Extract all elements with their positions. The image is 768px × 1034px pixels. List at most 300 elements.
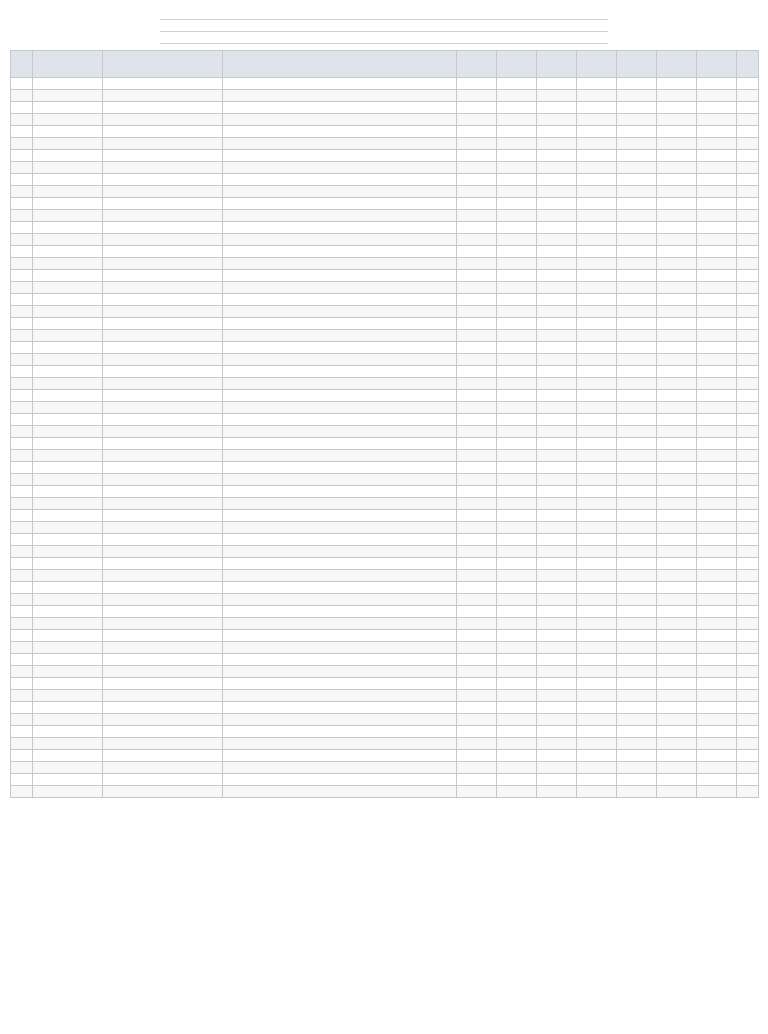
table-cell [737,354,759,366]
table-cell [223,450,457,462]
table-cell [617,198,657,210]
header-row [11,51,759,78]
table-cell [697,78,737,90]
table-cell [33,678,103,690]
table-cell [577,402,617,414]
table-cell [33,330,103,342]
table-cell [577,462,617,474]
table-cell [103,474,223,486]
table-cell [697,750,737,762]
table-cell [657,342,697,354]
table-cell [33,78,103,90]
table-cell [103,198,223,210]
table-cell [223,498,457,510]
table-cell [33,366,103,378]
table-cell [737,102,759,114]
table-cell [577,186,617,198]
table-cell [11,690,33,702]
table-cell [223,618,457,630]
table-cell [103,162,223,174]
table-cell [697,714,737,726]
table-cell [617,786,657,798]
table-cell [103,102,223,114]
table-cell [223,762,457,774]
table-cell [537,414,577,426]
table-cell [737,270,759,282]
table-cell [33,414,103,426]
table-cell [657,378,697,390]
table-cell [223,474,457,486]
table-cell [223,558,457,570]
table-cell [737,450,759,462]
table-cell [737,570,759,582]
table-cell [577,666,617,678]
table-cell [577,390,617,402]
table-cell [577,90,617,102]
table-cell [11,198,33,210]
column-header [223,51,457,78]
table-row [11,498,759,510]
table-cell [11,270,33,282]
table-cell [223,258,457,270]
table-cell [33,162,103,174]
table-cell [497,162,537,174]
table-cell [497,450,537,462]
table-cell [497,678,537,690]
table-cell [33,594,103,606]
table-cell [657,498,697,510]
table-cell [33,222,103,234]
table-cell [223,666,457,678]
table-cell [577,774,617,786]
table-cell [497,258,537,270]
table-cell [33,474,103,486]
table-cell [103,150,223,162]
table-cell [577,162,617,174]
table-cell [33,486,103,498]
table-cell [11,546,33,558]
table-cell [537,594,577,606]
table-cell [617,114,657,126]
table-cell [577,270,617,282]
table-cell [657,390,697,402]
table-cell [497,114,537,126]
table-cell [657,186,697,198]
table-cell [103,174,223,186]
table-cell [103,354,223,366]
table-cell [697,318,737,330]
table-row [11,786,759,798]
table-cell [33,618,103,630]
table-cell [457,378,497,390]
table-cell [457,522,497,534]
table-row [11,306,759,318]
table-cell [537,714,577,726]
table-cell [737,714,759,726]
table-cell [33,726,103,738]
table-cell [657,222,697,234]
table-cell [537,186,577,198]
table-cell [737,282,759,294]
table-cell [33,378,103,390]
table-cell [223,642,457,654]
table-cell [617,702,657,714]
table-cell [697,390,737,402]
table-cell [103,114,223,126]
table-cell [223,390,457,402]
table-cell [537,774,577,786]
table-cell [33,186,103,198]
table-cell [737,546,759,558]
table-cell [11,486,33,498]
table-cell [577,570,617,582]
table-cell [497,702,537,714]
table-cell [617,534,657,546]
table-cell [657,150,697,162]
table-cell [103,582,223,594]
table-cell [617,678,657,690]
table-cell [497,390,537,402]
table-cell [737,426,759,438]
table-cell [657,426,697,438]
table-cell [617,450,657,462]
table-cell [737,414,759,426]
table-cell [737,222,759,234]
table-cell [11,234,33,246]
table-row [11,186,759,198]
table-cell [537,198,577,210]
table-cell [11,702,33,714]
table-cell [33,294,103,306]
table-cell [223,78,457,90]
table-cell [457,318,497,330]
table-cell [11,378,33,390]
table-cell [497,546,537,558]
table-cell [537,558,577,570]
table-cell [617,774,657,786]
column-header [577,51,617,78]
table-cell [223,138,457,150]
table-row [11,138,759,150]
table-cell [497,618,537,630]
table-cell [497,138,537,150]
table-cell [457,90,497,102]
table-cell [457,138,497,150]
table-cell [537,474,577,486]
table-cell [33,642,103,654]
table-cell [577,102,617,114]
table-cell [33,174,103,186]
table-cell [577,366,617,378]
table-cell [497,510,537,522]
table-cell [537,618,577,630]
table-cell [223,714,457,726]
table-cell [697,414,737,426]
table-cell [103,90,223,102]
table-cell [537,726,577,738]
table-cell [33,546,103,558]
table-cell [457,774,497,786]
table-cell [577,534,617,546]
table-cell [457,354,497,366]
table-cell [617,78,657,90]
table-cell [617,654,657,666]
table-cell [103,666,223,678]
table-cell [457,366,497,378]
table-cell [537,366,577,378]
table-cell [11,510,33,522]
table-cell [537,510,577,522]
table-cell [497,642,537,654]
table-cell [537,330,577,342]
table-cell [103,570,223,582]
table-cell [497,318,537,330]
table-cell [103,402,223,414]
table-cell [497,654,537,666]
table-cell [11,558,33,570]
table-row [11,642,759,654]
table-cell [657,270,697,282]
table-cell [497,342,537,354]
table-cell [737,738,759,750]
table-cell [223,150,457,162]
table-cell [223,294,457,306]
table-cell [697,294,737,306]
table-cell [537,678,577,690]
table-cell [223,318,457,330]
table-cell [577,210,617,222]
table-cell [11,654,33,666]
table-cell [537,486,577,498]
table-cell [33,498,103,510]
table-cell [11,726,33,738]
table-cell [537,702,577,714]
table-cell [223,210,457,222]
table-cell [697,210,737,222]
table-cell [223,126,457,138]
table-cell [697,258,737,270]
table-cell [697,186,737,198]
table-cell [697,342,737,354]
table-cell [617,102,657,114]
table-cell [657,450,697,462]
table-cell [223,462,457,474]
table-cell [11,426,33,438]
table-cell [657,198,697,210]
table-cell [577,234,617,246]
table-cell [617,546,657,558]
table-cell [11,630,33,642]
table-cell [33,402,103,414]
table-cell [697,270,737,282]
table-row [11,678,759,690]
table-cell [737,402,759,414]
table-cell [537,174,577,186]
table-cell [737,114,759,126]
table-row [11,246,759,258]
table-cell [657,666,697,678]
table-row [11,762,759,774]
table-cell [457,222,497,234]
table-cell [657,642,697,654]
column-header [537,51,577,78]
table-cell [537,546,577,558]
table-cell [11,402,33,414]
table-cell [617,246,657,258]
table-cell [11,162,33,174]
table-cell [737,126,759,138]
table-cell [737,234,759,246]
table-cell [457,390,497,402]
table-row [11,594,759,606]
table-cell [33,258,103,270]
table-cell [617,234,657,246]
table-cell [697,774,737,786]
table-cell [537,582,577,594]
table-cell [697,222,737,234]
table-cell [11,762,33,774]
table-cell [657,138,697,150]
table-cell [11,666,33,678]
table-cell [223,690,457,702]
table-row [11,558,759,570]
table-cell [737,162,759,174]
table-cell [497,558,537,570]
table-cell [457,570,497,582]
table-cell [737,510,759,522]
table-cell [223,366,457,378]
column-header [457,51,497,78]
table-cell [737,678,759,690]
table-cell [697,198,737,210]
table-cell [577,690,617,702]
table-cell [537,282,577,294]
table-cell [223,630,457,642]
table-cell [577,546,617,558]
table-cell [617,642,657,654]
table-cell [11,570,33,582]
table-cell [537,258,577,270]
table-cell [617,402,657,414]
table-cell [457,162,497,174]
table-cell [223,606,457,618]
table-cell [457,582,497,594]
table-cell [537,690,577,702]
table-cell [657,114,697,126]
table-cell [497,102,537,114]
table-cell [697,726,737,738]
table-row [11,258,759,270]
table-row [11,486,759,498]
table-cell [103,774,223,786]
table-cell [223,234,457,246]
table-cell [537,438,577,450]
table-cell [577,558,617,570]
table-cell [657,534,697,546]
table-cell [657,522,697,534]
table-cell [737,582,759,594]
table-cell [737,210,759,222]
table-cell [577,750,617,762]
table-cell [737,690,759,702]
table-cell [617,186,657,198]
table-cell [33,438,103,450]
table-cell [617,318,657,330]
table-cell [537,606,577,618]
table-cell [697,546,737,558]
table-cell [697,630,737,642]
table-row [11,630,759,642]
table-cell [737,774,759,786]
table-cell [457,666,497,678]
table-cell [457,534,497,546]
table-cell [577,486,617,498]
ledger-sheet [10,10,758,1014]
table-cell [457,726,497,738]
table-cell [103,306,223,318]
table-cell [33,138,103,150]
table-cell [497,690,537,702]
table-cell [223,342,457,354]
table-cell [617,462,657,474]
table-cell [577,606,617,618]
table-cell [497,786,537,798]
ledger-table [10,50,759,798]
table-cell [657,570,697,582]
table-cell [737,174,759,186]
table-cell [103,258,223,270]
table-cell [103,126,223,138]
table-cell [497,462,537,474]
table-cell [11,774,33,786]
table-cell [617,150,657,162]
table-cell [657,510,697,522]
table-cell [737,150,759,162]
table-cell [497,402,537,414]
table-cell [33,510,103,522]
table-row [11,294,759,306]
table-cell [457,282,497,294]
table-cell [103,618,223,630]
table-cell [11,534,33,546]
table-cell [457,186,497,198]
table-cell [617,522,657,534]
table-cell [617,486,657,498]
table-cell [577,678,617,690]
table-cell [497,186,537,198]
table-cell [11,678,33,690]
table-cell [737,474,759,486]
table-cell [33,234,103,246]
table-cell [103,270,223,282]
table-cell [223,246,457,258]
table-cell [577,246,617,258]
table-cell [457,270,497,282]
table-cell [657,354,697,366]
table-cell [657,486,697,498]
table-cell [617,606,657,618]
table-cell [11,594,33,606]
table-cell [33,786,103,798]
table-cell [103,546,223,558]
table-cell [617,738,657,750]
table-cell [457,750,497,762]
table-cell [103,678,223,690]
table-row [11,366,759,378]
table-cell [223,738,457,750]
table-cell [11,126,33,138]
table-cell [11,642,33,654]
